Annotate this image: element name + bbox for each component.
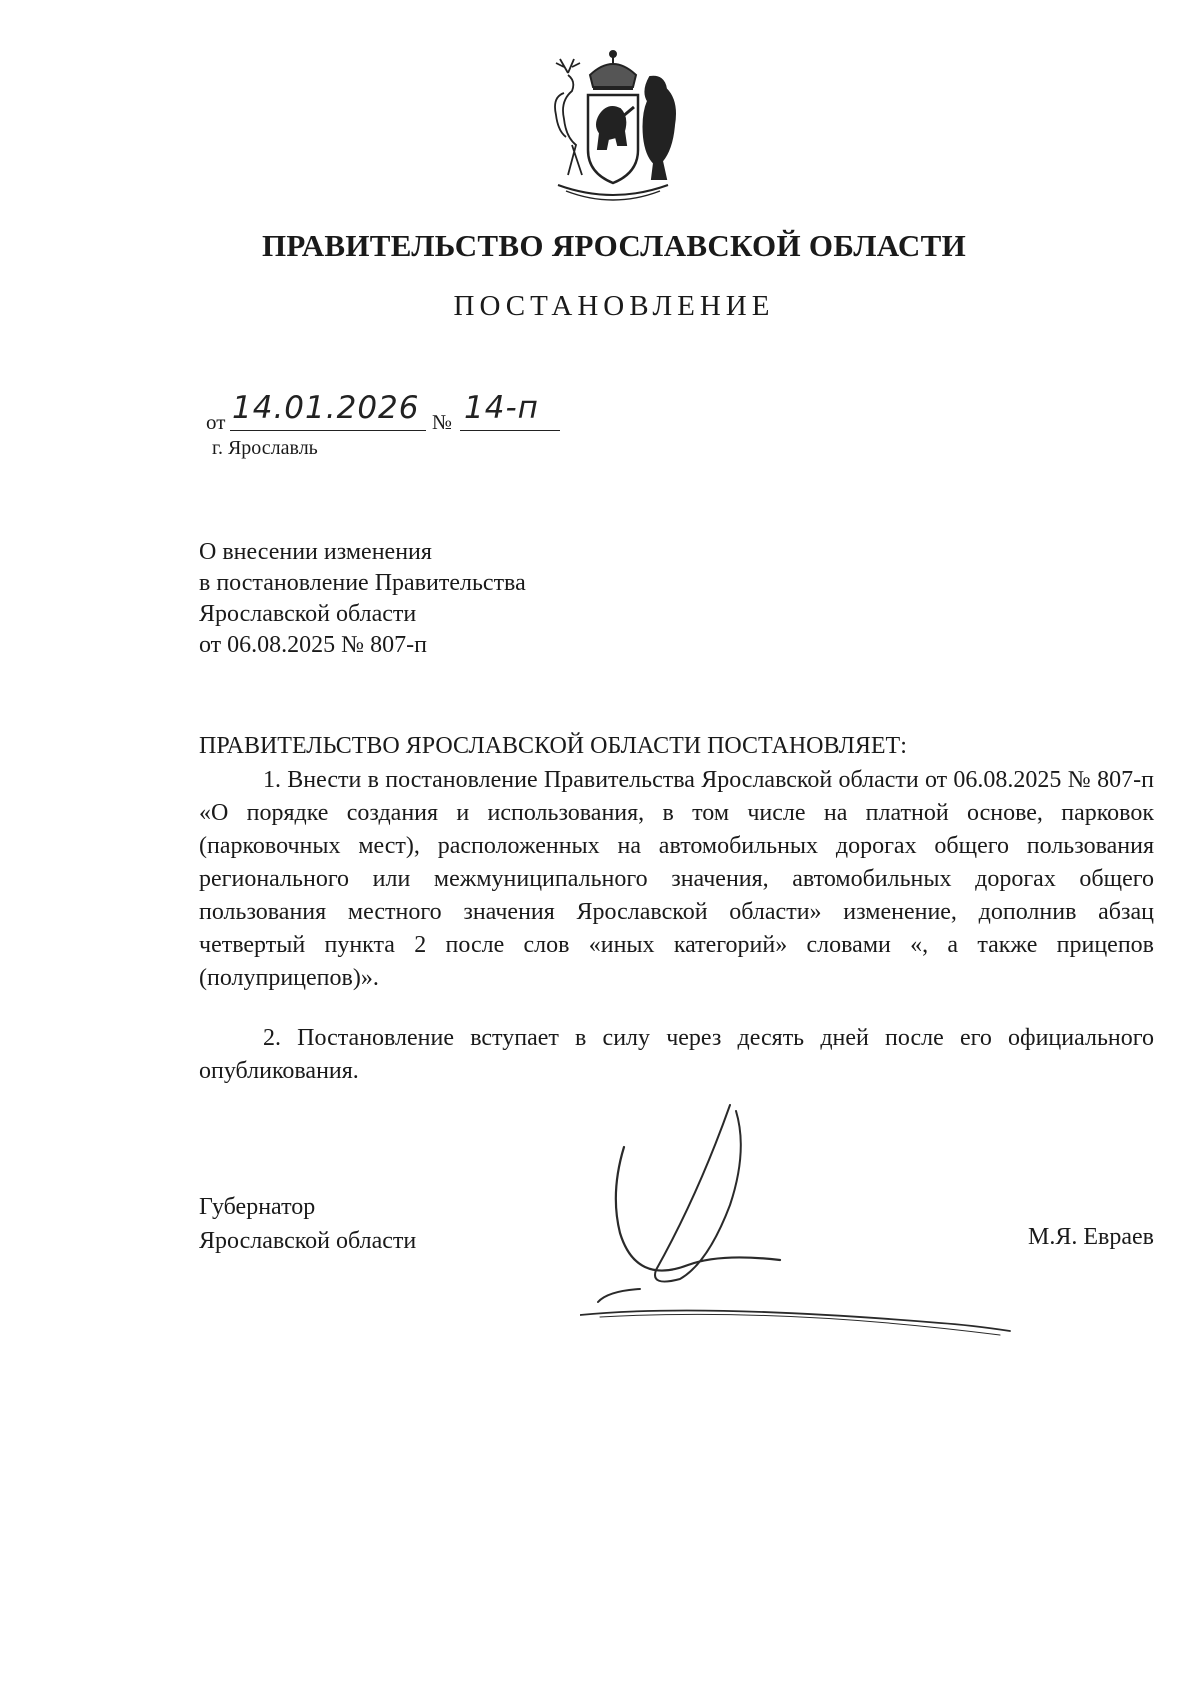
number-prefix: №: [432, 410, 453, 434]
city: г. Ярославль: [212, 437, 318, 459]
decree-statement: ПРАВИТЕЛЬСТВО ЯРОСЛАВСКОЙ ОБЛАСТИ ПОСТАНОВЛЯЕТ:: [199, 733, 907, 759]
subject-line: от 06.08.2025 № 807-п: [199, 632, 427, 658]
paragraph-1: [199, 764, 1154, 995]
paragraph-1-text: 1. Внести в постановление Правительства Ярославской области от 06.08.2025 № 807-п «О порядке создания и использования, в том числе на платной основе, парковок (парковочных мест), расположенных на автомобильных дорогах общего пользования регионального или межмуниципального значения, автомобильных дорогах общего пользования местного значения Ярославской области» изменение, дополнив абзац четвертый пункта 2 после слов «иных категорий» словами «, а также прицепов (полуприцепов)».: [199, 767, 1154, 991]
number-underline: [460, 430, 560, 431]
document-subject: [199, 537, 526, 661]
signatory-name: М.Я. Евраев: [1028, 1224, 1154, 1250]
document-number: 14-п: [464, 390, 539, 426]
registration-line: [206, 390, 586, 436]
date-prefix: от: [206, 410, 226, 434]
date-underline: [230, 430, 426, 431]
subject-line: О внесении изменения: [199, 539, 432, 565]
coat-of-arms-icon: [538, 45, 688, 201]
signatory-position: [199, 1190, 416, 1258]
subject-line: в постановление Правительства: [199, 570, 526, 596]
document-date: 14.01.2026: [232, 390, 420, 426]
subject-line: Ярославской области: [199, 601, 417, 627]
document-type: ПОСТАНОВЛЕНИЕ: [453, 290, 775, 322]
position-line-2: Ярославской области: [199, 1228, 417, 1254]
organization-title: ПРАВИТЕЛЬСТВО ЯРОСЛАВСКОЙ ОБЛАСТИ: [262, 228, 966, 263]
position-line-1: Губернатор: [199, 1194, 316, 1220]
handwritten-signature-icon: [580, 1055, 1040, 1345]
paragraph-2-text: 2. Постановление вступает в силу через десять дней после его официального опубликования.: [199, 1025, 1154, 1084]
